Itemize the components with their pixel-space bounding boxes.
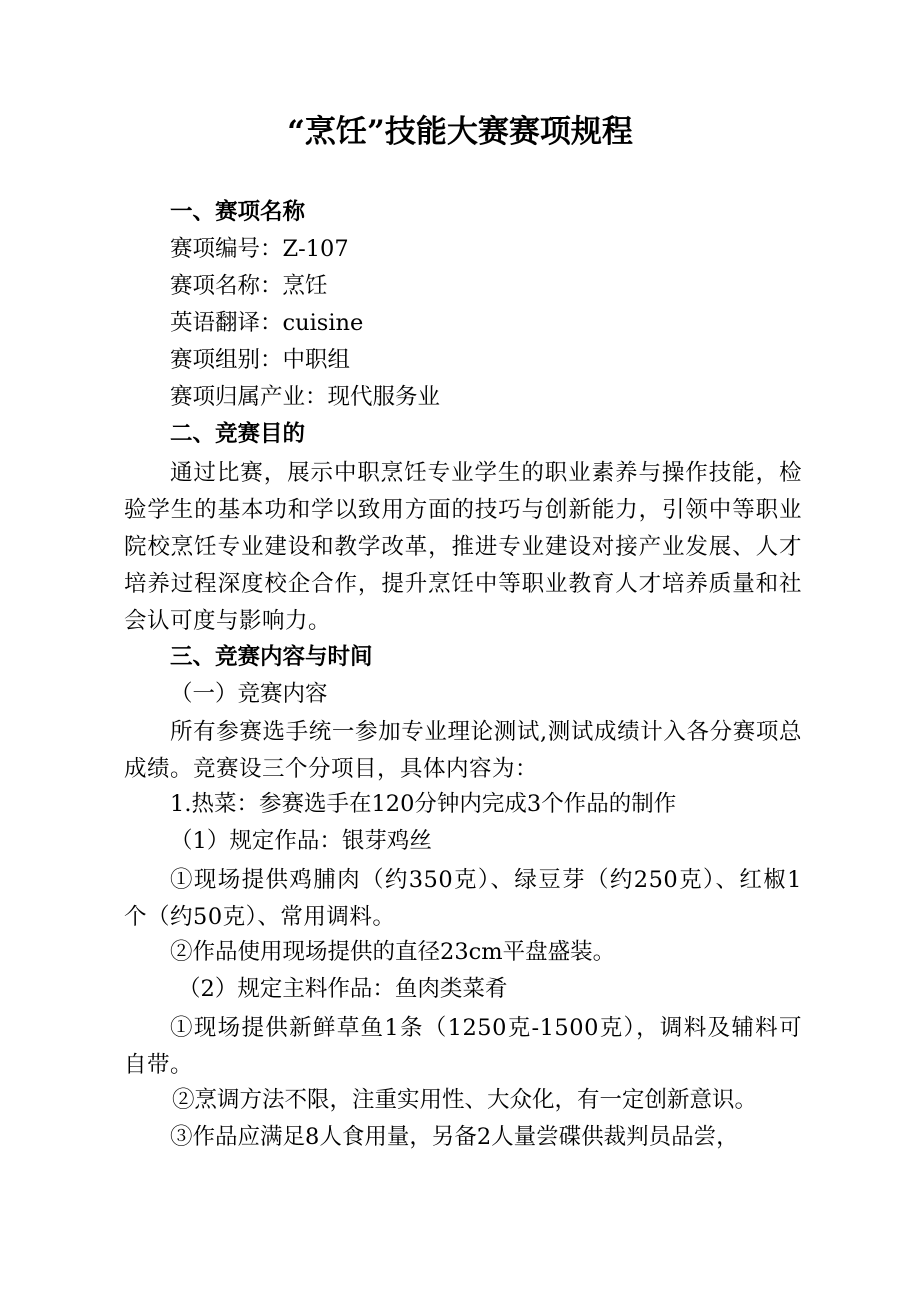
section-heading-3: 三、竞赛内容与时间 xyxy=(170,644,373,670)
required-dish-2-ingredients: ①现场提供新鲜草鱼1条（1250克-1500克），调料及辅料可自带。 xyxy=(124,1015,802,1078)
event-code: 赛项编号：Z-107 xyxy=(170,236,349,262)
item-hot-dishes: 1.热菜：参赛选手在120分钟内完成3个作品的制作 xyxy=(170,791,677,817)
content-intro-paragraph: 所有参赛选手统一参加专业理论测试,测试成绩计入各分赛项总成绩。竞赛设三个分项目，具体内容为： xyxy=(124,719,802,782)
required-dish-2-method: ②烹调方法不限，注重实用性、大众化，有一定创新意识。 xyxy=(172,1087,758,1113)
purpose-paragraph: 通过比赛，展示中职烹饪专业学生的职业素养与操作技能，检验学生的基本功和学以致用方面的技巧与创新能力，引领中等职业院校烹饪专业建设和教学改革，推进专业建设对接产业发展、人才培养过程深度校企合作，提升烹饪中等职业教育人才培养质量和社会认可度与影响力。 xyxy=(124,460,802,634)
required-dish-1-plate: ②作品使用现场提供的直径23cm平盘盛装。 xyxy=(170,939,616,965)
event-industry: 赛项归属产业：现代服务业 xyxy=(170,384,441,410)
subsection-heading: （一）竞赛内容 xyxy=(170,681,328,707)
section-heading-2: 二、竞赛目的 xyxy=(170,421,306,447)
required-dish-1-ingredients: ①现场提供鸡脯肉（约350克）、绿豆芽（约250克）、红椒1个（约50克）、常用调料。 xyxy=(124,867,802,930)
event-name: 赛项名称：烹饪 xyxy=(170,273,328,299)
event-group: 赛项组别：中职组 xyxy=(170,347,351,373)
document-title: “烹饪”技能大赛赛项规程 xyxy=(287,114,633,150)
required-dish-1: （1）规定作品：银芽鸡丝 xyxy=(170,828,432,854)
required-dish-2: （2）规定主料作品：鱼肉类菜肴 xyxy=(178,976,508,1002)
section-heading-1: 一、赛项名称 xyxy=(170,199,306,225)
required-dish-2-portion: ③作品应满足8人食用量，另备2人量尝碟供裁判员品尝， xyxy=(170,1124,739,1150)
english-translation: 英语翻译：cuisine xyxy=(170,310,364,336)
